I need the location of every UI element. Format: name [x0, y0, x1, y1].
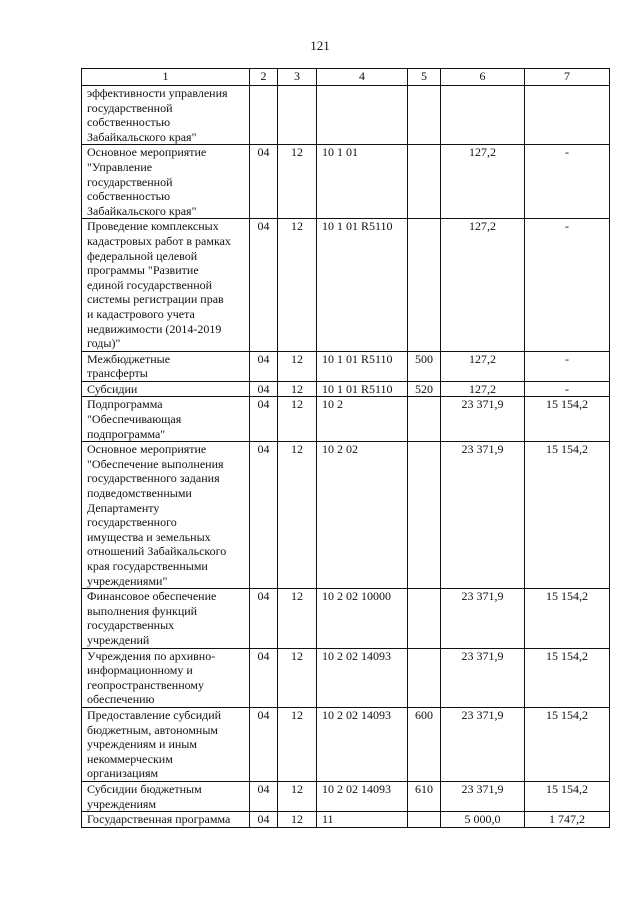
- table-row: [82, 442, 610, 589]
- table-row: [82, 381, 610, 397]
- row-value-cell: [441, 86, 525, 145]
- row-name-cell: Межбюджетные трансферты: [82, 351, 250, 381]
- column-header: 4: [317, 69, 408, 86]
- row-value-cell: [408, 589, 441, 648]
- row-value-cell: 10 1 01 R5110: [317, 219, 408, 351]
- row-value-cell: [408, 397, 441, 442]
- row-value-cell: 23 371,9: [441, 707, 525, 781]
- row-value-cell: 12: [278, 397, 317, 442]
- row-value-cell: 127,2: [441, 219, 525, 351]
- row-value-cell: 04: [250, 381, 278, 397]
- row-name-cell: эффективности управления государственной собственностью Забайкальского края": [82, 86, 250, 145]
- row-value-cell: 04: [250, 219, 278, 351]
- row-value-cell: 127,2: [441, 145, 525, 219]
- row-value-cell: [278, 86, 317, 145]
- row-name-cell: Государственная программа: [82, 812, 250, 828]
- row-value-cell: -: [525, 219, 610, 351]
- row-value-cell: 04: [250, 442, 278, 589]
- row-value-cell: 11: [317, 812, 408, 828]
- row-name-cell: Основное мероприятие "Управление государственной собственностью Забайкальского края": [82, 145, 250, 219]
- row-value-cell: 12: [278, 648, 317, 707]
- row-name-cell: Предоставление субсидий бюджетным, автономным учреждениям и иным некоммерческим организациям: [82, 707, 250, 781]
- header-row: [82, 69, 610, 86]
- row-value-cell: 12: [278, 442, 317, 589]
- row-value-cell: 500: [408, 351, 441, 381]
- row-value-cell: 04: [250, 351, 278, 381]
- row-value-cell: 520: [408, 381, 441, 397]
- row-value-cell: [250, 86, 278, 145]
- row-value-cell: 12: [278, 812, 317, 828]
- row-value-cell: 15 154,2: [525, 648, 610, 707]
- row-value-cell: 04: [250, 707, 278, 781]
- row-value-cell: 10 2 02 14093: [317, 781, 408, 811]
- table-row: [82, 648, 610, 707]
- table-row: [82, 707, 610, 781]
- row-value-cell: 12: [278, 381, 317, 397]
- column-header: 5: [408, 69, 441, 86]
- row-value-cell: 610: [408, 781, 441, 811]
- row-value-cell: [408, 145, 441, 219]
- table-row: [82, 145, 610, 219]
- column-header: 1: [82, 69, 250, 86]
- row-value-cell: [317, 86, 408, 145]
- table-body: [82, 86, 610, 828]
- row-value-cell: 12: [278, 589, 317, 648]
- row-value-cell: 10 1 01: [317, 145, 408, 219]
- row-value-cell: [408, 219, 441, 351]
- row-value-cell: [408, 648, 441, 707]
- row-name-cell: Субсидии бюджетным учреждениям: [82, 781, 250, 811]
- row-value-cell: 15 154,2: [525, 442, 610, 589]
- row-value-cell: 15 154,2: [525, 781, 610, 811]
- row-value-cell: 04: [250, 648, 278, 707]
- column-header: 3: [278, 69, 317, 86]
- row-value-cell: -: [525, 145, 610, 219]
- table-row: [82, 351, 610, 381]
- row-value-cell: 1 747,2: [525, 812, 610, 828]
- row-value-cell: 12: [278, 219, 317, 351]
- column-header: 7: [525, 69, 610, 86]
- row-value-cell: [408, 442, 441, 589]
- row-name-cell: Учреждения по архивно- информационному и геопространственному обеспечению: [82, 648, 250, 707]
- row-value-cell: 15 154,2: [525, 397, 610, 442]
- row-name-cell: Проведение комплексных кадастровых работ в рамках федеральной целевой программы "Развитие единой государственной системы регистрации прав и кадастрового учета недвижимости (2014-2019 годы)": [82, 219, 250, 351]
- column-header: 2: [250, 69, 278, 86]
- row-value-cell: 23 371,9: [441, 442, 525, 589]
- row-value-cell: 04: [250, 781, 278, 811]
- table-row: [82, 86, 610, 145]
- row-value-cell: 10 1 01 R5110: [317, 381, 408, 397]
- row-value-cell: 10 2: [317, 397, 408, 442]
- table-row: [82, 812, 610, 828]
- column-header: 6: [441, 69, 525, 86]
- table-row: [82, 397, 610, 442]
- row-value-cell: 5 000,0: [441, 812, 525, 828]
- row-value-cell: 04: [250, 812, 278, 828]
- row-value-cell: 23 371,9: [441, 648, 525, 707]
- row-value-cell: 12: [278, 707, 317, 781]
- row-value-cell: 23 371,9: [441, 589, 525, 648]
- row-value-cell: [408, 86, 441, 145]
- table-row: [82, 589, 610, 648]
- row-value-cell: 10 2 02: [317, 442, 408, 589]
- row-value-cell: 15 154,2: [525, 707, 610, 781]
- row-value-cell: 10 2 02 14093: [317, 648, 408, 707]
- row-value-cell: 04: [250, 145, 278, 219]
- row-value-cell: 04: [250, 589, 278, 648]
- row-value-cell: 15 154,2: [525, 589, 610, 648]
- row-value-cell: 10 2 02 14093: [317, 707, 408, 781]
- row-value-cell: 04: [250, 397, 278, 442]
- row-value-cell: 23 371,9: [441, 781, 525, 811]
- row-value-cell: 12: [278, 781, 317, 811]
- row-name-cell: Субсидии: [82, 381, 250, 397]
- row-value-cell: 127,2: [441, 381, 525, 397]
- row-value-cell: -: [525, 381, 610, 397]
- row-value-cell: [525, 86, 610, 145]
- row-value-cell: 12: [278, 351, 317, 381]
- row-value-cell: 600: [408, 707, 441, 781]
- row-value-cell: 10 1 01 R5110: [317, 351, 408, 381]
- row-value-cell: -: [525, 351, 610, 381]
- row-name-cell: Подпрограмма "Обеспечивающая подпрограмма": [82, 397, 250, 442]
- row-value-cell: [408, 812, 441, 828]
- page-number: 121: [310, 38, 330, 53]
- row-name-cell: Финансовое обеспечение выполнения функций государственных учреждений: [82, 589, 250, 648]
- table-row: [82, 219, 610, 351]
- row-value-cell: 12: [278, 145, 317, 219]
- budget-table: [81, 68, 610, 828]
- row-value-cell: 10 2 02 10000: [317, 589, 408, 648]
- row-value-cell: 23 371,9: [441, 397, 525, 442]
- row-value-cell: 127,2: [441, 351, 525, 381]
- row-name-cell: Основное мероприятие "Обеспечение выполнения государственного задания подведомственными Департаменту государственного имущества и земельных отношений Забайкальского края государственными учреждениями": [82, 442, 250, 589]
- table-row: [82, 781, 610, 811]
